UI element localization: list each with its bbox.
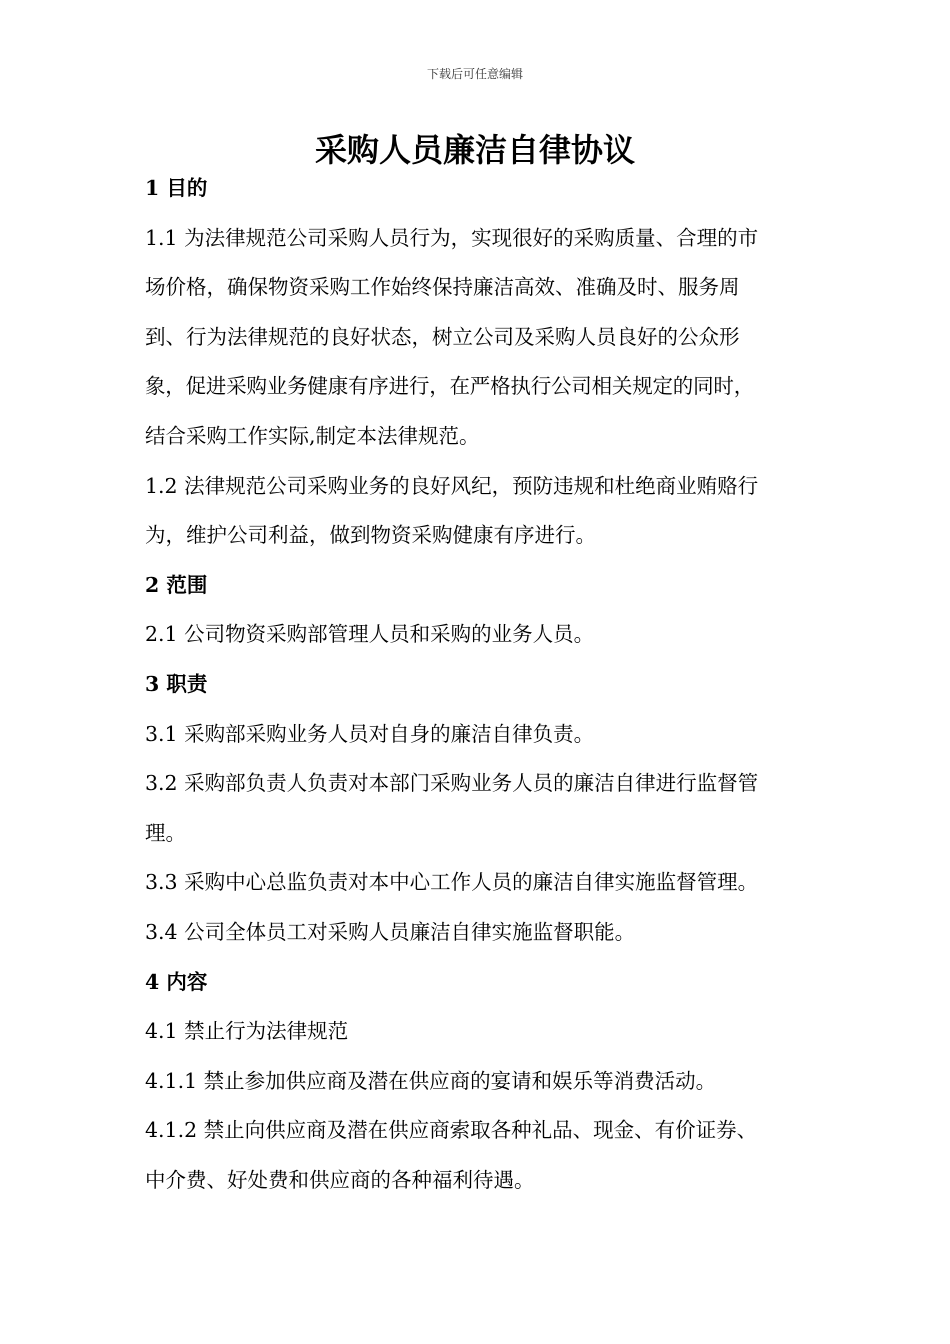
page-header-note: 下载后可任意编辑 — [426, 67, 523, 81]
paragraph-line: 象，促进采购业务健康有序进行，在严格执行公司相关规定的同时， — [145, 374, 754, 399]
section-heading-scope: 2 范围 — [145, 572, 208, 597]
paragraph-line: 3.1 采购部采购业务人员对自身的廉洁自律负责。 — [145, 721, 595, 746]
section-heading-content: 4 内容 — [145, 969, 208, 994]
paragraph-line: 1.2 法律规范公司采购业务的良好风纪，预防违规和杜绝商业贿赂行 — [145, 473, 759, 498]
document-title: 采购人员廉洁自律协议 — [314, 131, 635, 169]
paragraph-line: 3.3 采购中心总监负责对本中心工作人员的廉洁自律实施监督管理。 — [145, 870, 759, 895]
paragraph-line: 4.1 禁止行为法律规范 — [145, 1019, 349, 1044]
paragraph-line: 4.1.2 禁止向供应商及潜在供应商索取各种礼品、现金、有价证券、 — [145, 1118, 758, 1143]
paragraph-line: 到、行为法律规范的良好状态，树立公司及采购人员良好的公众形 — [145, 324, 740, 349]
section-heading-duties: 3 职责 — [145, 671, 208, 696]
paragraph-line: 1.1 为法律规范公司采购人员行为，实现很好的采购质量、合理的市 — [145, 225, 759, 250]
paragraph-line: 3.2 采购部负责人负责对本部门采购业务人员的廉洁自律进行监督管 — [145, 771, 759, 796]
paragraph-line: 2.1 公司物资采购部管理人员和采购的业务人员。 — [145, 622, 595, 647]
document-body — [145, 167, 835, 1208]
paragraph-line: 为，维护公司利益，做到物资采购健康有序进行。 — [145, 523, 596, 548]
section-heading-purpose: 1 目的 — [145, 176, 208, 200]
paragraph-line: 3.4 公司全体员工对采购人员廉洁自律实施监督职能。 — [145, 919, 636, 944]
paragraph-line: 结合采购工作实际,制定本法律规范。 — [145, 423, 480, 448]
paragraph-line: 理。 — [145, 820, 186, 845]
paragraph-line: 场价格，确保物资采购工作始终保持廉洁高效、准确及时、服务周 — [145, 275, 740, 300]
paragraph-line: 4.1.1 禁止参加供应商及潜在供应商的宴请和娱乐等消费活动。 — [145, 1068, 717, 1093]
paragraph-line: 中介费、好处费和供应商的各种福利待遇。 — [145, 1167, 535, 1192]
